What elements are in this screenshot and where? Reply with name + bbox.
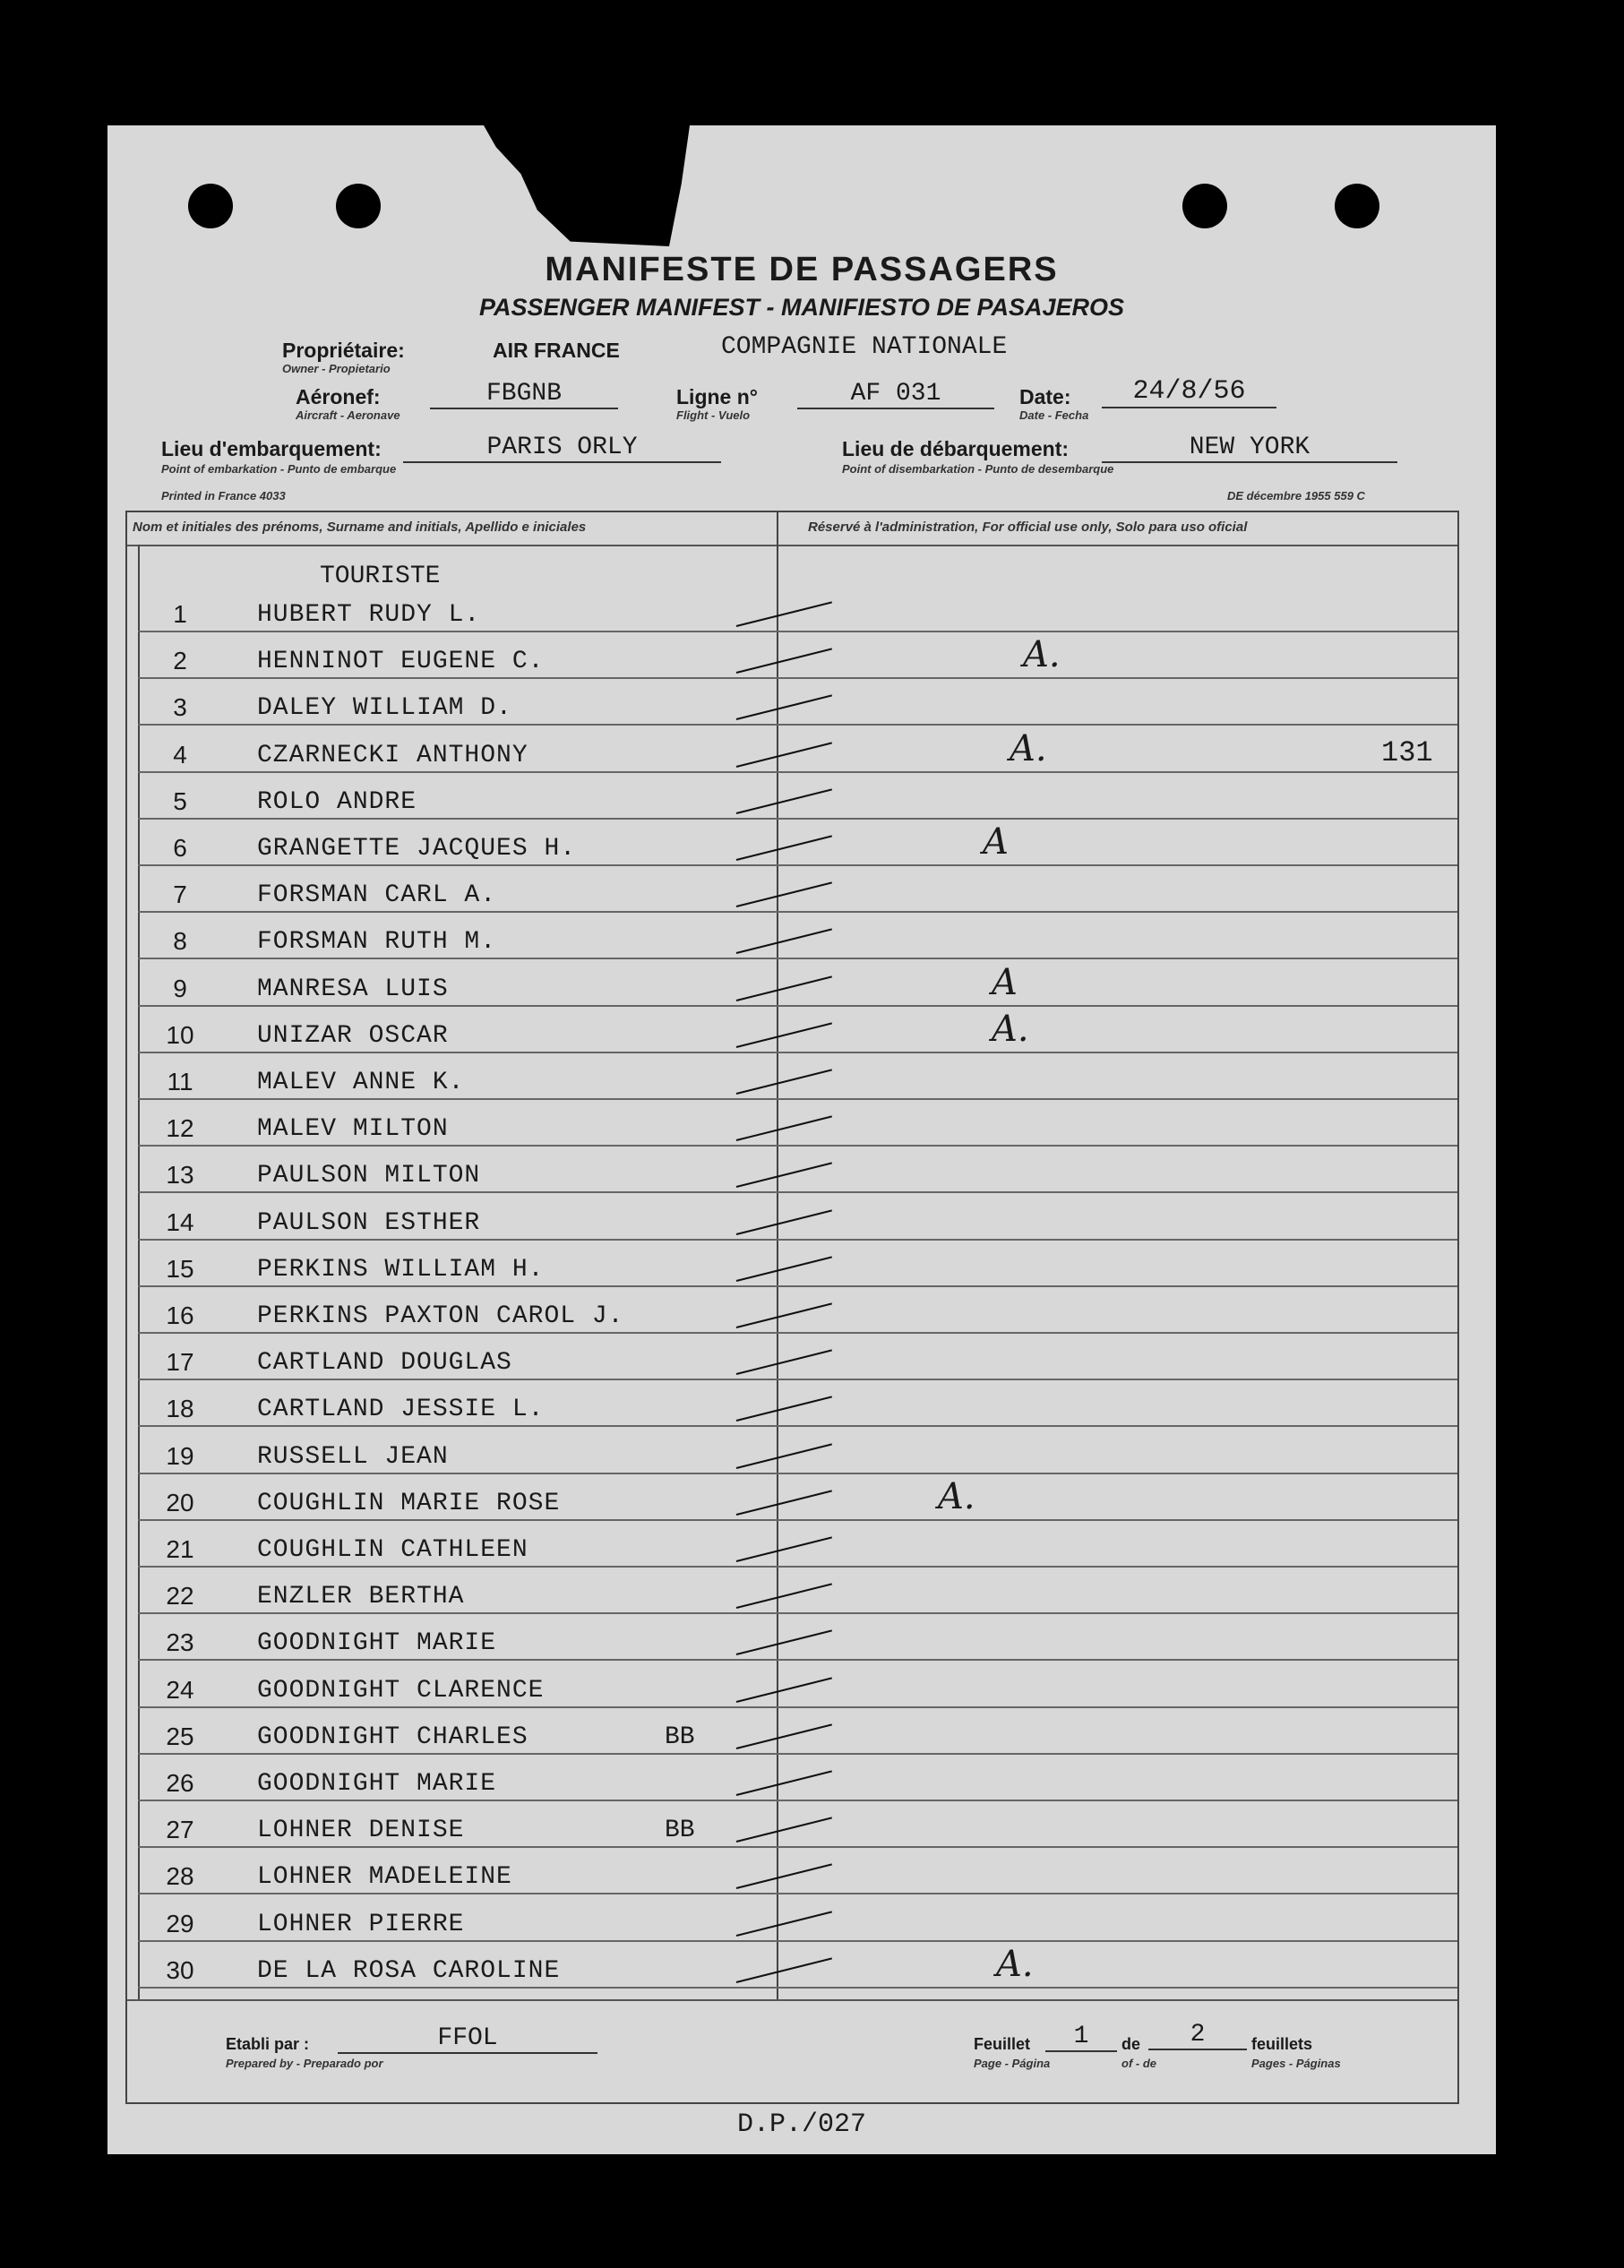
passenger-row (127, 1007, 1457, 1053)
passenger-row (127, 913, 1457, 959)
passenger-number: 19 (166, 1441, 194, 1470)
passenger-row (127, 1521, 1457, 1568)
passenger-number: 4 (173, 740, 187, 769)
embark-value: PARIS ORLY (403, 434, 721, 463)
passenger-row (127, 632, 1457, 679)
passenger-name: DE LA ROSA CAROLINE (257, 1956, 561, 1985)
admin-mark: A. (1023, 634, 1061, 676)
passenger-number: 3 (173, 693, 187, 722)
disembark-label: Lieu de débarquement: (842, 437, 1070, 460)
passenger-number: 7 (173, 881, 187, 909)
admin-mark: A (983, 821, 1009, 863)
check-tick (736, 1864, 832, 1890)
column-header-admin: Réservé à l'administration, For official use only, Solo para uso oficial (808, 520, 1248, 535)
punch-hole (336, 184, 381, 228)
passenger-number: 11 (167, 1068, 193, 1095)
passenger-number: 1 (173, 600, 187, 628)
passenger-row (127, 1942, 1457, 1989)
passenger-name: GOODNIGHT CLARENCE (257, 1676, 545, 1705)
check-tick (736, 695, 832, 721)
aircraft-sublabel: Aircraft - Aeronave (296, 408, 400, 422)
passenger-number: 6 (173, 834, 187, 862)
passenger-number: 25 (166, 1722, 194, 1750)
check-tick (736, 1723, 832, 1749)
passenger-name: PERKINS PAXTON CAROL J. (257, 1302, 624, 1330)
passenger-number: 10 (166, 1020, 194, 1049)
date-label: Date: (1019, 385, 1071, 408)
admin-code: 131 (1381, 735, 1433, 769)
embark-sublabel: Point of embarkation - Punto de embarque (161, 462, 397, 476)
form-reference: DE décembre 1955 559 C (1227, 489, 1365, 503)
passenger-number: 2 (173, 647, 187, 675)
owner-label: Propriétaire: (282, 339, 405, 362)
check-tick (736, 1443, 832, 1469)
punch-hole (1335, 184, 1379, 228)
passenger-name: DALEY WILLIAM D. (257, 694, 512, 723)
passenger-row (127, 1568, 1457, 1614)
passenger-row (127, 726, 1457, 773)
passenger-row (127, 1241, 1457, 1287)
manifest-subtitle: PASSENGER MANIFEST - MANIFIESTO DE PASAJEROS (478, 294, 1125, 321)
passenger-number: 9 (173, 974, 187, 1002)
passenger-note: BB (665, 1817, 695, 1845)
of-sublabel: of - de (1121, 2057, 1156, 2070)
passenger-number: 22 (166, 1582, 194, 1611)
printed-note: Printed in France 4033 (161, 489, 286, 503)
check-tick (736, 1302, 832, 1328)
passenger-row (127, 1895, 1457, 1942)
of-label: de (1121, 2035, 1141, 2053)
check-tick (736, 649, 832, 674)
passenger-row (127, 679, 1457, 726)
disembark-sublabel: Point of disembarkation - Punto de desembarque (842, 462, 1114, 476)
passenger-name: ROLO ANDRE (257, 787, 417, 816)
check-tick (736, 1396, 832, 1422)
check-tick (736, 1957, 832, 1983)
flight-sublabel: Flight - Vuelo (676, 408, 751, 422)
passenger-row (127, 1474, 1457, 1521)
manifest-title: MANIFESTE DE PASSAGERS (545, 251, 1059, 288)
passenger-number: 26 (166, 1769, 194, 1797)
passenger-row (127, 1848, 1457, 1894)
passenger-row (127, 1334, 1457, 1380)
check-tick (736, 1770, 832, 1796)
passenger-name: FORSMAN RUTH M. (257, 928, 497, 957)
passenger-row (127, 960, 1457, 1007)
owner-value: AIR FRANCE (493, 339, 620, 362)
passenger-row (127, 1053, 1457, 1100)
passenger-number: 20 (166, 1488, 194, 1516)
admin-mark: A. (1010, 727, 1047, 769)
passenger-table (125, 511, 1459, 2104)
passenger-name: GRANGETTE JACQUES H. (257, 835, 577, 863)
passenger-row (127, 1287, 1457, 1334)
manifest-sheet (107, 125, 1496, 2154)
passenger-name: COUGHLIN MARIE ROSE (257, 1489, 561, 1517)
check-tick (736, 882, 832, 908)
check-tick (736, 788, 832, 814)
total-value: 2 (1148, 2021, 1247, 2050)
passenger-number: 28 (166, 1862, 194, 1891)
row-rule (138, 1987, 1457, 1989)
check-tick (736, 1677, 832, 1703)
passenger-row (127, 1380, 1457, 1427)
passenger-name: LOHNER PIERRE (257, 1910, 465, 1938)
column-header-names: Nom et initiales des prénoms, Surname and initials, Apellido e iniciales (133, 520, 587, 535)
owner-handwritten: COMPAGNIE NATIONALE (721, 333, 1008, 361)
date-sublabel: Date - Fecha (1019, 408, 1089, 422)
passenger-name: LOHNER MADELEINE (257, 1863, 512, 1892)
prepared-label: Etabli par : (226, 2035, 310, 2053)
passenger-row (127, 1708, 1457, 1755)
sheet-sublabel: Page - Página (974, 2057, 1051, 2070)
check-tick (736, 1536, 832, 1562)
passenger-row (127, 1614, 1457, 1661)
passenger-row (127, 820, 1457, 866)
check-tick (736, 929, 832, 955)
passenger-number: 30 (166, 1955, 194, 1984)
passenger-number: 27 (166, 1816, 194, 1844)
passenger-number: 5 (173, 786, 187, 815)
passenger-name: PERKINS WILLIAM H. (257, 1255, 545, 1284)
passenger-row (127, 1147, 1457, 1193)
passenger-number: 15 (166, 1254, 194, 1283)
check-tick (736, 742, 832, 768)
sheet-value: 1 (1045, 2023, 1117, 2052)
passenger-name: GOODNIGHT MARIE (257, 1629, 497, 1658)
passenger-name: FORSMAN CARL A. (257, 881, 497, 910)
check-tick (736, 1911, 832, 1937)
admin-mark: A. (938, 1475, 975, 1517)
passenger-name: MALEV MILTON (257, 1115, 449, 1144)
passenger-number: 12 (166, 1114, 194, 1143)
check-tick (736, 1022, 832, 1048)
aircraft-value: FBGNB (430, 380, 618, 409)
passenger-name: LOHNER DENISE (257, 1817, 465, 1845)
check-tick (736, 1817, 832, 1843)
passenger-number: 13 (166, 1161, 194, 1190)
flight-value: AF 031 (797, 380, 994, 409)
check-tick (736, 1630, 832, 1656)
check-tick (736, 1584, 832, 1610)
passenger-name: CZARNECKI ANTHONY (257, 741, 528, 769)
check-tick (736, 1116, 832, 1142)
passenger-row (127, 1100, 1457, 1147)
passenger-number: 29 (166, 1909, 194, 1937)
sheet-label: Feuillet (974, 2035, 1031, 2053)
section-touriste: TOURISTE (320, 563, 441, 590)
check-tick (736, 1490, 832, 1516)
sheets-label: feuillets (1251, 2035, 1313, 2053)
passenger-name: GOODNIGHT CHARLES (257, 1722, 528, 1751)
bottom-stamp: D.P./027 (736, 2109, 867, 2140)
disembark-value: NEW YORK (1102, 434, 1397, 463)
passenger-name: RUSSELL JEAN (257, 1442, 449, 1471)
header-divider (127, 545, 1457, 546)
passenger-name: HENNINOT EUGENE C. (257, 648, 545, 676)
passenger-number: 21 (166, 1535, 194, 1563)
torn-corner (484, 125, 690, 246)
passenger-row (127, 586, 1457, 632)
passenger-number: 24 (166, 1675, 194, 1704)
passenger-name: CARTLAND JESSIE L. (257, 1396, 545, 1424)
admin-mark: A. (992, 1008, 1029, 1050)
passenger-name: PAULSON ESTHER (257, 1208, 481, 1237)
passenger-name: MANRESA LUIS (257, 975, 449, 1003)
embark-label: Lieu d'embarquement: (161, 437, 382, 460)
passenger-name: CARTLAND DOUGLAS (257, 1349, 512, 1378)
check-tick (736, 1350, 832, 1376)
passenger-name: UNIZAR OSCAR (257, 1021, 449, 1050)
passenger-note: BB (665, 1722, 695, 1751)
aircraft-label: Aéronef: (296, 385, 381, 408)
flight-label: Ligne n° (676, 385, 758, 408)
check-tick (736, 601, 832, 627)
check-tick (736, 1069, 832, 1095)
passenger-row (127, 1662, 1457, 1708)
prepared-value: FFOL (338, 2024, 597, 2054)
table-bottom-divider (127, 1999, 1457, 2001)
date-value: 24/8/56 (1102, 376, 1276, 408)
passenger-number: 18 (166, 1395, 194, 1423)
passenger-number: 17 (166, 1348, 194, 1377)
passenger-name: COUGHLIN CATHLEEN (257, 1536, 528, 1564)
check-tick (736, 835, 832, 861)
passenger-number: 23 (166, 1628, 194, 1657)
check-tick (736, 975, 832, 1001)
passenger-number: 14 (166, 1207, 194, 1236)
passenger-row (127, 866, 1457, 913)
admin-mark: A (992, 961, 1018, 1003)
punch-hole (1182, 184, 1227, 228)
passenger-row (127, 1194, 1457, 1241)
passenger-number: 8 (173, 927, 187, 956)
sheets-sublabel: Pages - Páginas (1251, 2057, 1341, 2070)
passenger-name: PAULSON MILTON (257, 1162, 481, 1190)
check-tick (736, 1209, 832, 1235)
prepared-sublabel: Prepared by - Preparado por (226, 2057, 383, 2070)
check-tick (736, 1163, 832, 1189)
passenger-row (127, 1755, 1457, 1801)
passenger-name: GOODNIGHT MARIE (257, 1770, 497, 1798)
passenger-number: 16 (166, 1302, 194, 1329)
passenger-row (127, 1801, 1457, 1848)
check-tick (736, 1256, 832, 1282)
admin-mark: A. (996, 1943, 1034, 1985)
passenger-name: MALEV ANNE K. (257, 1069, 465, 1096)
passenger-name: ENZLER BERTHA (257, 1583, 465, 1611)
passenger-row (127, 1428, 1457, 1474)
punch-hole (188, 184, 233, 228)
owner-sublabel: Owner - Propietario (282, 362, 391, 375)
passenger-row (127, 773, 1457, 820)
passenger-name: HUBERT RUDY L. (257, 601, 481, 629)
